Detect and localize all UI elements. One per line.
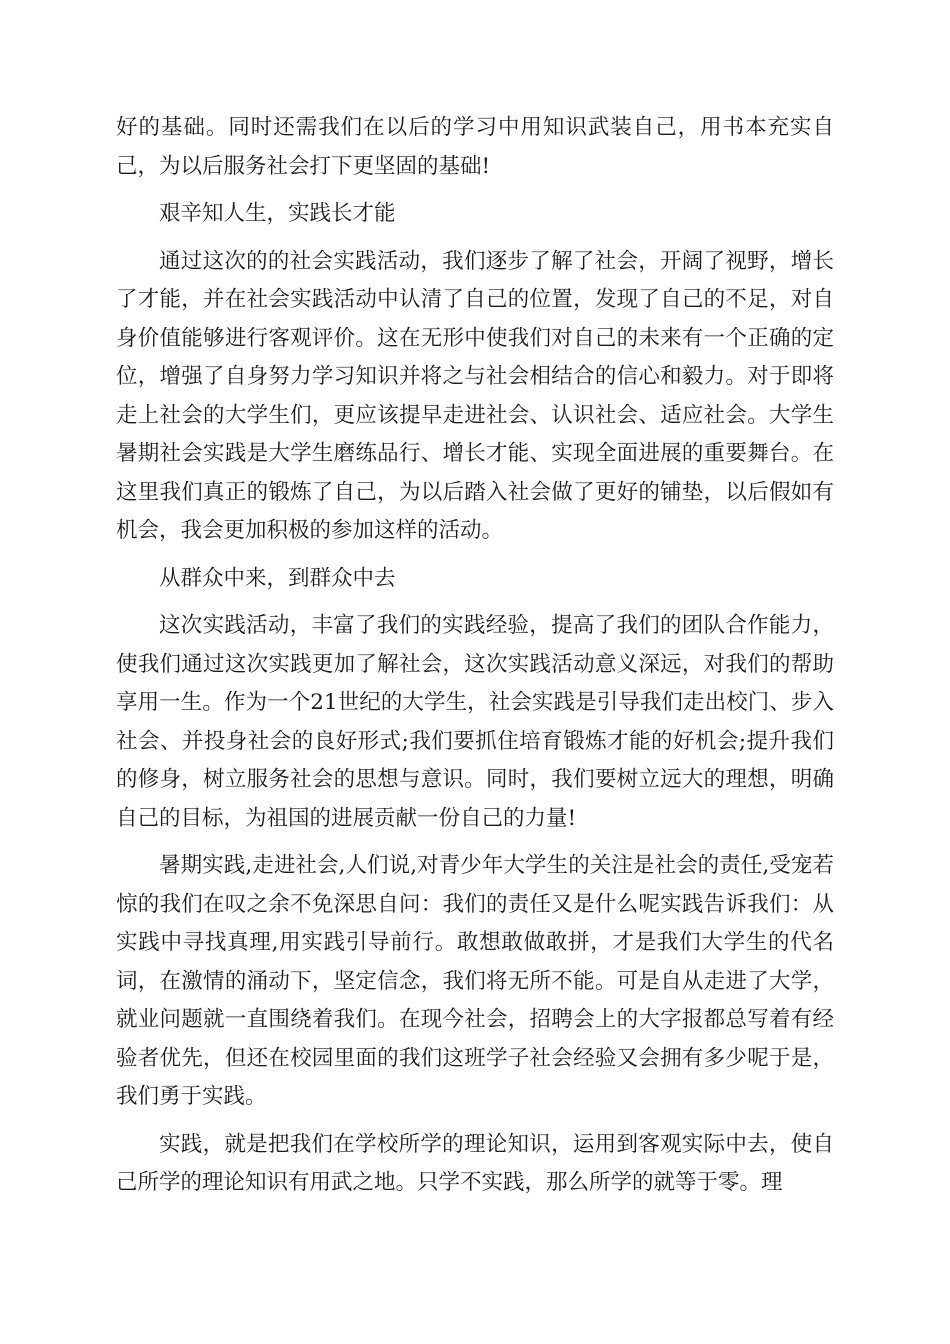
paragraph-practice-growth: 通过这次的的社会实践活动，我们逐步了解了社会，开阔了视野，增长了才能，并在社会实践活动中认清了自己的位置，发现了自己的不足，对自身价值能够进行客观评价。这在无形中使我们对自己的未来有一个正确的定位，增强了自身努力学习知识并将之与社会相结合的信心和毅力。对于即将走上社会的大学生们，更应该提早走进社会、认识社会、适应社会。大学生暑期社会实践是大学生磨练品行、增长才能、实现全面进展的重要舞台。在这里我们真正的锻炼了自己，为以后踏入社会做了更好的铺垫，以后假如有机会，我会更加积极的参加这样的活动。 — [116, 248, 834, 543]
paragraph-continuation: 好的基础。同时还需我们在以后的学习中用知识武装自己，用书本充实自己，为以后服务社会打下更坚固的基础! — [116, 115, 834, 179]
paragraph-team-experience: 这次实践活动，丰富了我们的实践经验，提高了我们的团队合作能力，使我们通过这次实践更加了解社会，这次实践活动意义深远，对我们的帮助享用一生。作为一个21世纪的大学生，社会实践是引导我们走出校门、步入社会、并投身社会的良好形式;我们要抓住培育锻炼才能的好机会;提升我们的修身，树立服务社会的思想与意识。同时，我们要树立远大的理想，明确自己的目标，为祖国的进展贡献一份自己的力量! — [116, 613, 834, 831]
section-heading-masses: 从群众中来，到群众中去 — [159, 565, 396, 591]
document-body — [116, 109, 834, 1203]
section-heading-hardship: 艰辛知人生，实践长才能 — [159, 201, 396, 226]
paragraph-summer-practice: 暑期实践,走进社会,人们说,对青少年大学生的关注是社会的责任,受宠若惊的我们在叹之余不免深思自问：我们的责任又是什么呢实践告诉我们：从实践中寻找真理,用实践引导前行。敢想敢做敢拼，才是我们大学生的代名词，在激情的涌动下，坚定信念，我们将无所不能。可是自从走进了大学，就业问题就一直围绕着我们。在现今社会，招聘会上的大字报都总写着有经验者优先，但还在校园里面的我们这班学子社会经验又会拥有多少呢于是，我们勇于实践。 — [116, 853, 834, 1109]
paragraph-theory-practice: 实践，就是把我们在学校所学的理论知识，运用到客观实际中去，使自己所学的理论知识有用武之地。只学不实践，那么所学的就等于零。理 — [116, 1131, 834, 1195]
